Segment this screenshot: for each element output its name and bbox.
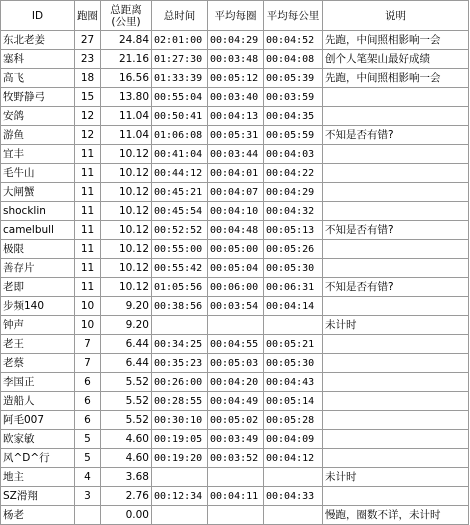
cell-laps[interactable]: 10: [75, 297, 101, 316]
cell-distance[interactable]: 4.60: [101, 430, 152, 449]
cell-avg-per-km[interactable]: [264, 316, 323, 335]
cell-avg-per-lap[interactable]: 00:03:48: [208, 50, 264, 69]
cell-total-time[interactable]: [152, 468, 208, 487]
cell-avg-per-lap[interactable]: 00:05:02: [208, 411, 264, 430]
cell-avg-per-lap[interactable]: [208, 316, 264, 335]
table-row: [1, 335, 469, 354]
cell-total-time[interactable]: [152, 316, 208, 335]
cell-note[interactable]: [323, 449, 469, 468]
cell-id[interactable]: shocklin: [1, 202, 75, 221]
cell-avg-per-lap[interactable]: 00:06:00: [208, 278, 264, 297]
cell-laps[interactable]: [75, 506, 101, 525]
cell-note[interactable]: [323, 430, 469, 449]
table-row: [1, 202, 469, 221]
cell-avg-per-lap[interactable]: 00:05:04: [208, 259, 264, 278]
cell-laps[interactable]: 11: [75, 240, 101, 259]
cell-id[interactable]: 造船人: [1, 392, 75, 411]
cell-avg-per-km[interactable]: 00:04:43: [264, 373, 323, 392]
cell-note[interactable]: [323, 202, 469, 221]
cell-avg-per-km[interactable]: 00:04:32: [264, 202, 323, 221]
cell-id[interactable]: camelbull: [1, 221, 75, 240]
cell-avg-per-km[interactable]: [264, 468, 323, 487]
cell-distance[interactable]: 5.52: [101, 411, 152, 430]
cell-id[interactable]: 地主: [1, 468, 75, 487]
table-row: [1, 411, 469, 430]
col-header-laps[interactable]: 跑圈: [75, 1, 101, 31]
cell-distance[interactable]: 9.20: [101, 316, 152, 335]
cell-note[interactable]: [323, 373, 469, 392]
cell-id[interactable]: 高飞: [1, 69, 75, 88]
table-row: [1, 126, 469, 145]
cell-avg-per-km[interactable]: 00:04:09: [264, 430, 323, 449]
cell-avg-per-km[interactable]: 00:04:35: [264, 107, 323, 126]
cell-note[interactable]: [323, 145, 469, 164]
cell-note[interactable]: [323, 297, 469, 316]
cell-avg-per-lap[interactable]: 00:05:03: [208, 354, 264, 373]
cell-laps[interactable]: 7: [75, 354, 101, 373]
col-header-id[interactable]: ID: [1, 1, 75, 31]
cell-laps[interactable]: 3: [75, 487, 101, 506]
cell-total-time[interactable]: 00:34:25: [152, 335, 208, 354]
cell-laps[interactable]: 12: [75, 107, 101, 126]
cell-avg-per-km[interactable]: 00:04:03: [264, 145, 323, 164]
cell-id[interactable]: 老蔡: [1, 354, 75, 373]
cell-note[interactable]: [323, 411, 469, 430]
cell-note[interactable]: 先跑，中间照相影响一会: [323, 31, 469, 50]
cell-note[interactable]: 创个人笔架山最好成绩: [323, 50, 469, 69]
cell-id[interactable]: 游鱼: [1, 126, 75, 145]
cell-id[interactable]: SZ滑翔: [1, 487, 75, 506]
cell-laps[interactable]: 27: [75, 31, 101, 50]
table-row: [1, 69, 469, 88]
cell-total-time[interactable]: 00:19:05: [152, 430, 208, 449]
cell-avg-per-lap[interactable]: 00:05:00: [208, 240, 264, 259]
cell-laps[interactable]: 11: [75, 164, 101, 183]
cell-id[interactable]: 风^D^行: [1, 449, 75, 468]
table-row: [1, 430, 469, 449]
cell-note[interactable]: 不知是否有错?: [323, 221, 469, 240]
cell-distance[interactable]: 9.20: [101, 297, 152, 316]
header-row: [1, 1, 469, 31]
cell-avg-per-lap[interactable]: 00:04:55: [208, 335, 264, 354]
cell-laps[interactable]: 11: [75, 259, 101, 278]
cell-laps[interactable]: 11: [75, 221, 101, 240]
cell-distance[interactable]: 10.12: [101, 259, 152, 278]
cell-note[interactable]: [323, 107, 469, 126]
cell-avg-per-km[interactable]: 00:05:13: [264, 221, 323, 240]
cell-laps[interactable]: 12: [75, 126, 101, 145]
cell-distance[interactable]: 10.12: [101, 183, 152, 202]
cell-total-time[interactable]: 00:55:42: [152, 259, 208, 278]
table-row: [1, 506, 469, 525]
cell-avg-per-km[interactable]: 00:05:59: [264, 126, 323, 145]
cell-avg-per-km[interactable]: 00:06:31: [264, 278, 323, 297]
cell-avg-per-km[interactable]: 00:04:14: [264, 297, 323, 316]
cell-avg-per-lap[interactable]: 00:04:49: [208, 392, 264, 411]
cell-distance[interactable]: 10.12: [101, 164, 152, 183]
cell-note[interactable]: [323, 88, 469, 107]
cell-id[interactable]: 欧家敏: [1, 430, 75, 449]
table-row: [1, 164, 469, 183]
cell-note[interactable]: [323, 335, 469, 354]
cell-avg-per-km[interactable]: 00:05:39: [264, 69, 323, 88]
cell-laps[interactable]: 15: [75, 88, 101, 107]
cell-total-time[interactable]: [152, 506, 208, 525]
cell-total-time[interactable]: 00:44:12: [152, 164, 208, 183]
cell-distance[interactable]: 11.04: [101, 126, 152, 145]
cell-distance[interactable]: 21.16: [101, 50, 152, 69]
cell-id[interactable]: 宜丰: [1, 145, 75, 164]
cell-avg-per-lap[interactable]: [208, 468, 264, 487]
cell-total-time[interactable]: 01:05:56: [152, 278, 208, 297]
cell-total-time[interactable]: 02:01:00: [152, 31, 208, 50]
cell-id[interactable]: 东北老姜: [1, 31, 75, 50]
cell-distance[interactable]: 13.80: [101, 88, 152, 107]
col-header-distance[interactable]: 总距离(公里): [101, 1, 152, 31]
table-row: [1, 221, 469, 240]
col-header-avg-per-lap[interactable]: 平均每圈: [208, 1, 264, 31]
cell-avg-per-km[interactable]: 00:05:21: [264, 335, 323, 354]
cell-avg-per-lap[interactable]: 00:03:44: [208, 145, 264, 164]
table-row: [1, 278, 469, 297]
cell-distance[interactable]: 5.52: [101, 373, 152, 392]
table-row: [1, 354, 469, 373]
cell-avg-per-km[interactable]: 00:04:08: [264, 50, 323, 69]
cell-total-time[interactable]: 00:35:23: [152, 354, 208, 373]
cell-id[interactable]: 老即: [1, 278, 75, 297]
cell-avg-per-lap[interactable]: 00:04:29: [208, 31, 264, 50]
table-row: [1, 145, 469, 164]
cell-distance[interactable]: 6.44: [101, 335, 152, 354]
table-row: [1, 316, 469, 335]
cell-avg-per-km[interactable]: 00:05:14: [264, 392, 323, 411]
cell-distance[interactable]: 11.04: [101, 107, 152, 126]
cell-total-time[interactable]: 00:30:10: [152, 411, 208, 430]
cell-avg-per-lap[interactable]: 00:05:12: [208, 69, 264, 88]
cell-total-time[interactable]: 00:41:04: [152, 145, 208, 164]
cell-distance[interactable]: 10.12: [101, 221, 152, 240]
table-row: [1, 468, 469, 487]
table-row: [1, 50, 469, 69]
table-body: [1, 31, 469, 525]
table-row: [1, 487, 469, 506]
cell-note[interactable]: 不知是否有错?: [323, 126, 469, 145]
cell-id[interactable]: 杨老: [1, 506, 75, 525]
cell-laps[interactable]: 23: [75, 50, 101, 69]
cell-distance[interactable]: 10.12: [101, 202, 152, 221]
cell-avg-per-km[interactable]: 00:04:22: [264, 164, 323, 183]
cell-avg-per-km[interactable]: 00:05:28: [264, 411, 323, 430]
table-row: [1, 240, 469, 259]
col-header-note[interactable]: 说明: [323, 1, 469, 31]
cell-avg-per-km[interactable]: 00:05:30: [264, 259, 323, 278]
table-row: [1, 297, 469, 316]
cell-distance[interactable]: 10.12: [101, 240, 152, 259]
table-row: [1, 449, 469, 468]
cell-laps[interactable]: 11: [75, 145, 101, 164]
cell-total-time[interactable]: 00:45:54: [152, 202, 208, 221]
cell-id[interactable]: 善存片: [1, 259, 75, 278]
cell-note[interactable]: [323, 183, 469, 202]
cell-note[interactable]: [323, 354, 469, 373]
cell-distance[interactable]: 0.00: [101, 506, 152, 525]
cell-avg-per-km[interactable]: 00:03:59: [264, 88, 323, 107]
cell-avg-per-lap[interactable]: 00:03:49: [208, 430, 264, 449]
table-row: [1, 392, 469, 411]
cell-laps[interactable]: 10: [75, 316, 101, 335]
cell-laps[interactable]: 11: [75, 183, 101, 202]
cell-note[interactable]: [323, 392, 469, 411]
cell-note[interactable]: 不知是否有错?: [323, 278, 469, 297]
cell-note[interactable]: [323, 487, 469, 506]
cell-id[interactable]: 大闸蟹: [1, 183, 75, 202]
cell-laps[interactable]: 6: [75, 373, 101, 392]
cell-distance[interactable]: 10.12: [101, 145, 152, 164]
cell-total-time[interactable]: 01:06:08: [152, 126, 208, 145]
cell-total-time[interactable]: 01:27:30: [152, 50, 208, 69]
cell-total-time[interactable]: 00:55:04: [152, 88, 208, 107]
cell-laps[interactable]: 11: [75, 278, 101, 297]
table-row: [1, 373, 469, 392]
cell-total-time[interactable]: 00:50:41: [152, 107, 208, 126]
cell-laps[interactable]: 5: [75, 449, 101, 468]
cell-id[interactable]: 步频140: [1, 297, 75, 316]
cell-avg-per-lap[interactable]: 00:03:40: [208, 88, 264, 107]
cell-distance[interactable]: 24.84: [101, 31, 152, 50]
cell-note[interactable]: 未计时: [323, 468, 469, 487]
cell-total-time[interactable]: 00:28:55: [152, 392, 208, 411]
cell-avg-per-lap[interactable]: 00:04:07: [208, 183, 264, 202]
cell-distance[interactable]: 16.56: [101, 69, 152, 88]
cell-avg-per-lap[interactable]: [208, 506, 264, 525]
cell-laps[interactable]: 11: [75, 202, 101, 221]
cell-distance[interactable]: 4.60: [101, 449, 152, 468]
cell-id[interactable]: 李国正: [1, 373, 75, 392]
cell-note[interactable]: 慢跑，圈数不详，未计时: [323, 506, 469, 525]
cell-avg-per-lap[interactable]: 00:04:10: [208, 202, 264, 221]
cell-note[interactable]: 先跑，中间照相影响一会: [323, 69, 469, 88]
cell-laps[interactable]: 6: [75, 392, 101, 411]
table-row: [1, 183, 469, 202]
cell-id[interactable]: 钟声: [1, 316, 75, 335]
cell-total-time[interactable]: 00:26:00: [152, 373, 208, 392]
table-row: [1, 107, 469, 126]
cell-total-time[interactable]: 00:55:00: [152, 240, 208, 259]
cell-avg-per-lap[interactable]: 00:04:20: [208, 373, 264, 392]
cell-avg-per-lap[interactable]: 00:04:48: [208, 221, 264, 240]
cell-distance[interactable]: 10.12: [101, 278, 152, 297]
cell-avg-per-lap[interactable]: 00:04:11: [208, 487, 264, 506]
cell-avg-per-km[interactable]: 00:04:29: [264, 183, 323, 202]
cell-note[interactable]: 未计时: [323, 316, 469, 335]
cell-id[interactable]: 老王: [1, 335, 75, 354]
cell-avg-per-lap[interactable]: 00:04:13: [208, 107, 264, 126]
col-header-avg-per-km[interactable]: 平均每公里: [264, 1, 323, 31]
cell-note[interactable]: [323, 164, 469, 183]
cell-avg-per-km[interactable]: 00:04:12: [264, 449, 323, 468]
cell-avg-per-km[interactable]: 00:05:26: [264, 240, 323, 259]
cell-avg-per-lap[interactable]: 00:03:52: [208, 449, 264, 468]
cell-avg-per-lap[interactable]: 00:03:54: [208, 297, 264, 316]
cell-avg-per-km[interactable]: [264, 506, 323, 525]
table-row: [1, 259, 469, 278]
cell-distance[interactable]: 3.68: [101, 468, 152, 487]
cell-id[interactable]: 极限: [1, 240, 75, 259]
cell-total-time[interactable]: 00:38:56: [152, 297, 208, 316]
cell-note[interactable]: [323, 240, 469, 259]
cell-laps[interactable]: 7: [75, 335, 101, 354]
cell-laps[interactable]: 6: [75, 411, 101, 430]
col-header-total-time[interactable]: 总时间: [152, 1, 208, 31]
cell-total-time[interactable]: 00:45:21: [152, 183, 208, 202]
cell-avg-per-lap[interactable]: 00:04:01: [208, 164, 264, 183]
table-row: [1, 88, 469, 107]
cell-note[interactable]: [323, 259, 469, 278]
cell-laps[interactable]: 4: [75, 468, 101, 487]
cell-total-time[interactable]: 00:12:34: [152, 487, 208, 506]
cell-avg-per-km[interactable]: 00:05:30: [264, 354, 323, 373]
cell-id[interactable]: 牧野静弓: [1, 88, 75, 107]
cell-id[interactable]: 毛牛山: [1, 164, 75, 183]
cell-avg-per-lap[interactable]: 00:05:31: [208, 126, 264, 145]
cell-id[interactable]: 塞科: [1, 50, 75, 69]
cell-laps[interactable]: 5: [75, 430, 101, 449]
cell-distance[interactable]: 6.44: [101, 354, 152, 373]
cell-total-time[interactable]: 00:52:52: [152, 221, 208, 240]
cell-avg-per-km[interactable]: 00:04:33: [264, 487, 323, 506]
cell-avg-per-km[interactable]: 00:04:52: [264, 31, 323, 50]
table-row: [1, 31, 469, 50]
cell-distance[interactable]: 5.52: [101, 392, 152, 411]
cell-distance[interactable]: 2.76: [101, 487, 152, 506]
cell-total-time[interactable]: 00:19:20: [152, 449, 208, 468]
cell-id[interactable]: 阿毛007: [1, 411, 75, 430]
cell-laps[interactable]: 18: [75, 69, 101, 88]
cell-id[interactable]: 安鸽: [1, 107, 75, 126]
cell-total-time[interactable]: 01:33:39: [152, 69, 208, 88]
